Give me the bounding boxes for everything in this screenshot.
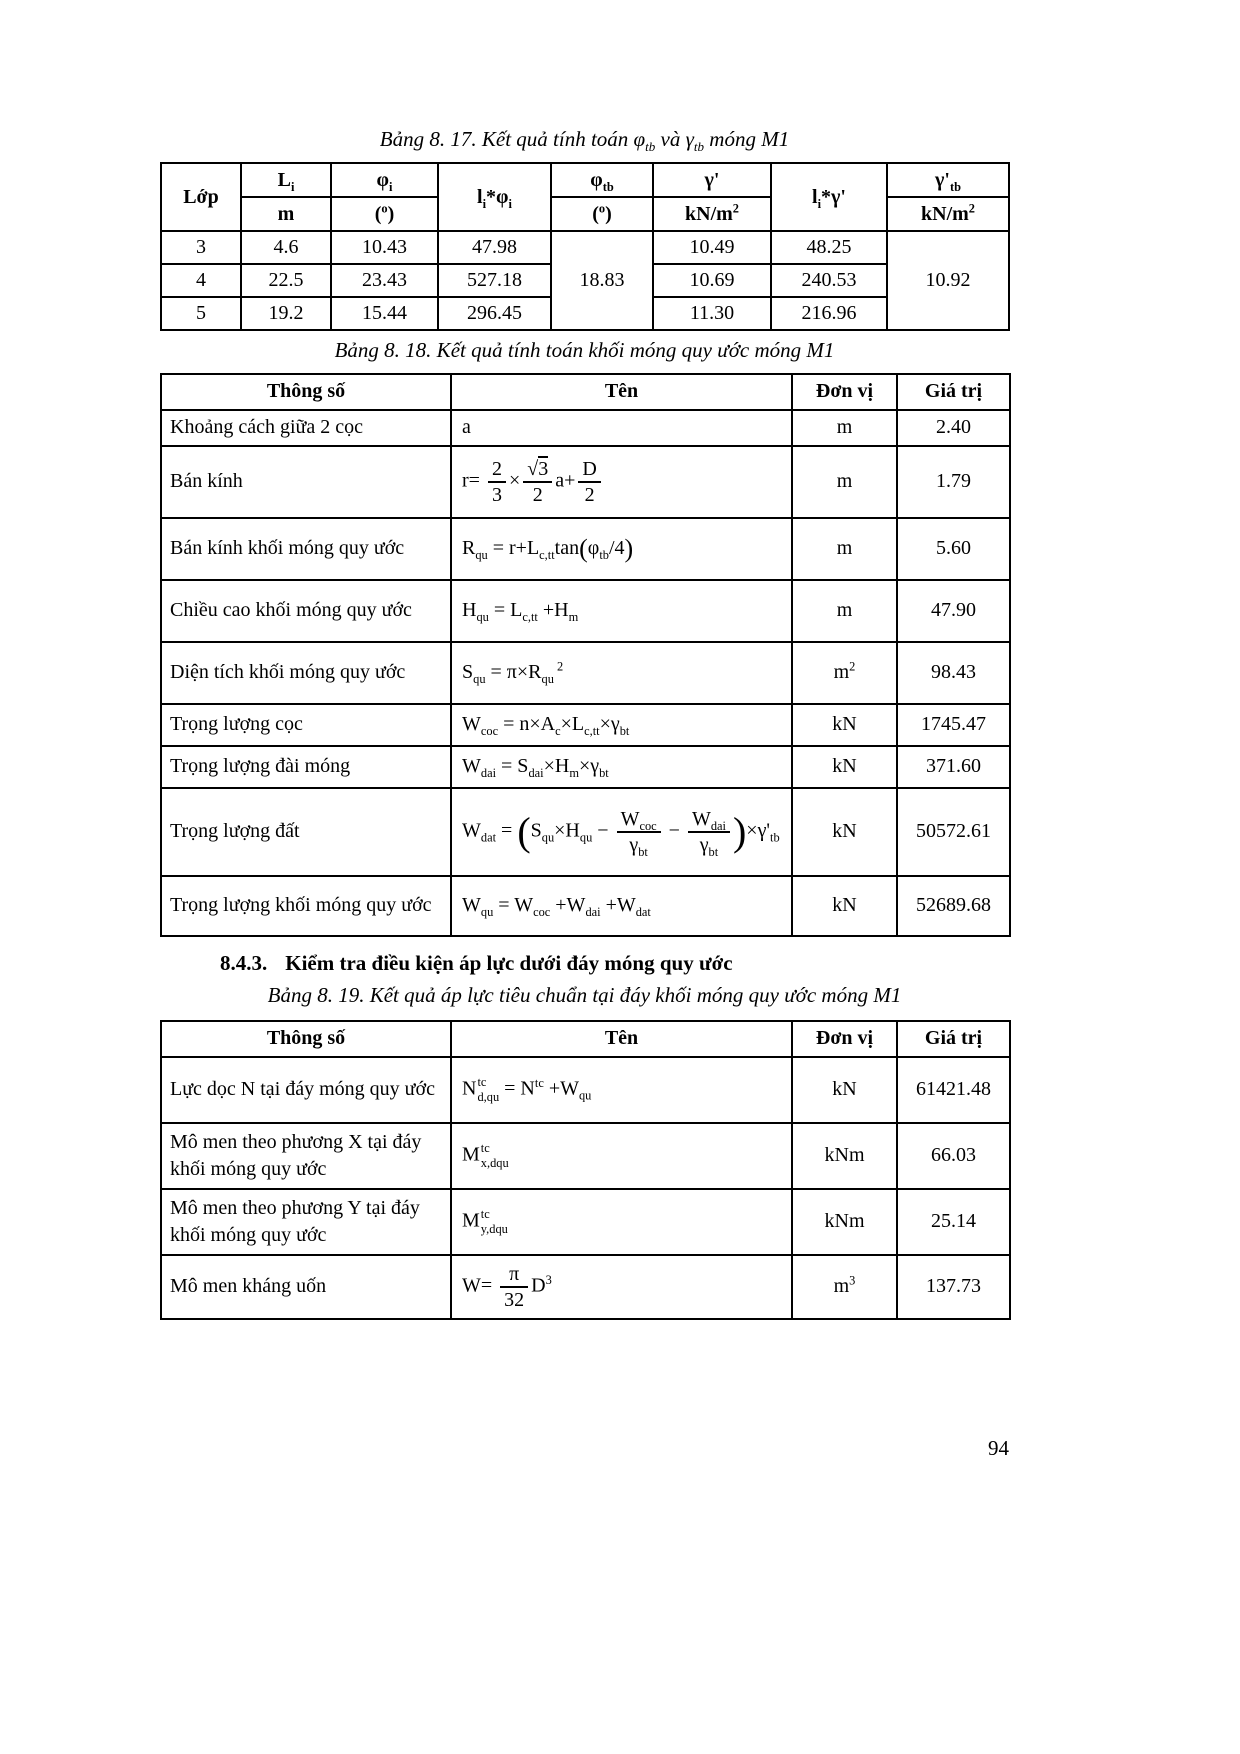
- cell-param: Trọng lượng đất: [161, 788, 451, 876]
- cell-li-gamma: 48.25: [771, 231, 887, 264]
- table-pressure-check: [160, 1020, 1011, 1320]
- cell-formula: M tc y,dqu: [451, 1189, 792, 1255]
- table-row: [161, 1255, 1010, 1319]
- cell-param: Trọng lượng khối móng quy ước: [161, 876, 451, 936]
- table-row: [161, 876, 1010, 936]
- table-row: [161, 410, 1010, 446]
- cell-value: 371.60: [897, 746, 1010, 788]
- cell-phi: 15.44: [331, 297, 438, 330]
- header-ten: Tên: [451, 374, 792, 410]
- header-li-unit: m: [241, 197, 331, 231]
- table-row: [161, 446, 1010, 518]
- table3-caption: Bảng 8. 19. Kết quả áp lực tiêu chuẩn tại đáy khối móng quy ước móng M1: [267, 982, 902, 1007]
- section-title: Kiểm tra điều kiện áp lực dưới đáy móng quy ước: [285, 950, 733, 975]
- cell-gamma-tb-value: 10.92: [887, 231, 1009, 330]
- cell-unit: kN: [792, 1057, 897, 1123]
- page-content: [160, 126, 1009, 1320]
- header-gamma-tb-unit: $kN/m^2$: [887, 197, 1009, 231]
- table-row: [161, 231, 1009, 264]
- table-row: [161, 518, 1010, 580]
- cell-unit: m: [792, 410, 897, 446]
- header-gamma-unit: $kN/m^2$: [653, 197, 771, 231]
- table-row: [161, 580, 1010, 642]
- header-li-gamma: $l_i*\gamma'$: [771, 163, 887, 231]
- cell-formula: M tc x,dqu: [451, 1123, 792, 1189]
- cell-li: 4.6: [241, 231, 331, 264]
- cell-unit: kN: [792, 704, 897, 746]
- cell-unit: kN: [792, 876, 897, 936]
- cell-li-gamma: 240.53: [771, 264, 887, 297]
- table-row: [161, 788, 1010, 876]
- cell-param: Trọng lượng cọc: [161, 704, 451, 746]
- cell-li-phi: 296.45: [438, 297, 551, 330]
- cell-formula: $W_{dat} = (S_{qu}\times H_{qu}$ − $\frac{W_{coc}}{\gamma_{bt}}$ − $\frac{W_{dai}}{\gamma_{bt}}$ )$\times\gamma'_{tb}$: [451, 788, 792, 876]
- cell-formula: N tc d,qu = $N^{tc} +W_{qu}$: [451, 1057, 792, 1123]
- cell-unit: kN: [792, 788, 897, 876]
- cell-formula: r= $\frac{2}{3}$ × $\frac{√3}{2}$ a+ $\frac{D}{2}$: [451, 446, 792, 518]
- cell-value: 50572.61: [897, 788, 1010, 876]
- cell-unit: m: [792, 580, 897, 642]
- header-gamma-tb: $\gamma'_{tb}$: [887, 163, 1009, 197]
- cell-value: 5.60: [897, 518, 1010, 580]
- header-gamma: γ': [653, 163, 771, 197]
- cell-li-gamma: 216.96: [771, 297, 887, 330]
- cell-value: 61421.48: [897, 1057, 1010, 1123]
- cell-param: Bán kính: [161, 446, 451, 518]
- cell-param: Mô men theo phương X tại đáy khối móng quy ước: [161, 1123, 451, 1189]
- cell-value: 52689.68: [897, 876, 1010, 936]
- cell-formula: $W_{qu} = W_{coc} +W_{dai} +W_{dat}$: [451, 876, 792, 936]
- cell-lop: 4: [161, 264, 241, 297]
- table-row: [161, 1123, 1010, 1189]
- header-phi-tb: $\varphi_{tb}$: [551, 163, 653, 197]
- cell-li-phi: 47.98: [438, 231, 551, 264]
- cell-value: 2.40: [897, 410, 1010, 446]
- cell-gamma: 11.30: [653, 297, 771, 330]
- header-lop: Lớp: [161, 163, 241, 231]
- cell-formula: $W_{coc} = n\times A_c\times L_{c,tt}\times\gamma_{bt}$: [451, 704, 792, 746]
- cell-formula: a: [451, 410, 792, 446]
- cell-unit: kN: [792, 746, 897, 788]
- table-row: [161, 1189, 1010, 1255]
- cell-gamma: 10.69: [653, 264, 771, 297]
- cell-phi: 23.43: [331, 264, 438, 297]
- cell-li: 19.2: [241, 297, 331, 330]
- cell-value: 25.14: [897, 1189, 1010, 1255]
- cell-value: 98.43: [897, 642, 1010, 704]
- cell-unit: kNm: [792, 1123, 897, 1189]
- cell-param: Chiều cao khối móng quy ước: [161, 580, 451, 642]
- cell-formula: $W_{dai} = S_{dai}\times H_m\times\gamma_{bt}$: [451, 746, 792, 788]
- table-row: [161, 1057, 1010, 1123]
- cell-value: 66.03: [897, 1123, 1010, 1189]
- cell-unit: $m^3$: [792, 1255, 897, 1319]
- header-phi-tb-unit: ($^o$): [551, 197, 653, 231]
- cell-param: Bán kính khối móng quy ước: [161, 518, 451, 580]
- cell-li-phi: 527.18: [438, 264, 551, 297]
- section-number: 8.4.3.: [220, 950, 268, 975]
- cell-value: 1745.47: [897, 704, 1010, 746]
- cell-phi-tb-value: 18.83: [551, 231, 653, 330]
- page-number: 94: [988, 1436, 1009, 1460]
- header-phi-i: $\varphi_i$: [331, 163, 438, 197]
- cell-value: 1.79: [897, 446, 1010, 518]
- cell-param: Mô men theo phương Y tại đáy khối móng quy ước: [161, 1189, 451, 1255]
- section-heading: [160, 951, 1009, 976]
- header-li-phi: $l_i*\varphi_i$: [438, 163, 551, 231]
- header-gia-tri: Giá trị: [897, 1021, 1010, 1057]
- cell-param: Lực dọc N tại đáy móng quy ước: [161, 1057, 451, 1123]
- cell-value: 47.90: [897, 580, 1010, 642]
- cell-gamma: 10.49: [653, 231, 771, 264]
- table-row: [161, 642, 1010, 704]
- cell-value: 137.73: [897, 1255, 1010, 1319]
- cell-unit: m: [792, 446, 897, 518]
- cell-param: Trọng lượng đài móng: [161, 746, 451, 788]
- cell-formula: W= $\frac{\pi}{32}$ $D^3$: [451, 1255, 792, 1319]
- table-row: [161, 746, 1010, 788]
- header-gia-tri: Giá trị: [897, 374, 1010, 410]
- cell-param: Diện tích khối móng quy ước: [161, 642, 451, 704]
- cell-formula: $R_{qu} = r+L_{c,tt}\tan(\varphi_{tb}/4)$: [451, 518, 792, 580]
- cell-phi: 10.43: [331, 231, 438, 264]
- header-thong-so: Thông số: [161, 1021, 451, 1057]
- header-ten: Tên: [451, 1021, 792, 1057]
- cell-param: Mô men kháng uốn: [161, 1255, 451, 1319]
- header-don-vi: Đơn vị: [792, 1021, 897, 1057]
- table-phi-gamma-results: [160, 162, 1010, 331]
- table-row: [161, 704, 1010, 746]
- header-li: $L_i$: [241, 163, 331, 197]
- cell-lop: 5: [161, 297, 241, 330]
- cell-lop: 3: [161, 231, 241, 264]
- header-thong-so: Thông số: [161, 374, 451, 410]
- cell-unit: m: [792, 518, 897, 580]
- header-don-vi: Đơn vị: [792, 374, 897, 410]
- table-equivalent-block-foundation: [160, 373, 1011, 937]
- header-phi-i-unit: ($^o$): [331, 197, 438, 231]
- cell-param: Khoảng cách giữa 2 cọc: [161, 410, 451, 446]
- cell-unit: kNm: [792, 1189, 897, 1255]
- cell-unit: $m^2$: [792, 642, 897, 704]
- cell-formula: $H_{qu} = L_{c,tt} +H_m$: [451, 580, 792, 642]
- cell-li: 22.5: [241, 264, 331, 297]
- cell-formula: $S_{qu} = \pi\times R_{qu}$ $^2$: [451, 642, 792, 704]
- table2-caption: Bảng 8. 18. Kết quả tính toán khối móng quy ước móng M1: [334, 338, 835, 363]
- table1-caption: Bảng 8. 17. Kết quả tính toán $\varphi_{tb}$ và $\gamma_{tb}$ móng M1: [379, 127, 790, 155]
